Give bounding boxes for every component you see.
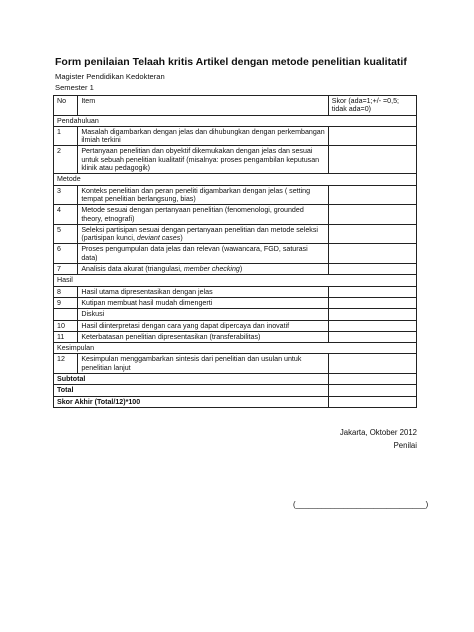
row-item: Proses pengumpulan data jelas dan relevan (wawancara, FGD, saturasi data) (78, 244, 328, 264)
row-number: 3 (54, 185, 78, 205)
score-cell[interactable] (328, 354, 416, 374)
row-item-text: Analisis data akurat (triangulasi, (81, 265, 184, 274)
row-number: 8 (54, 286, 78, 297)
row-number: 12 (54, 354, 78, 374)
row-item: Pertanyaan penelitian dan obyektif dikemukakan dengan jelas dan sesuai untuk sebuah penelitian kualitatif (misalnya: proses pengambilan keputusan klinik atau pedagogik) (78, 146, 328, 174)
row-number: 11 (54, 331, 78, 342)
score-cell[interactable] (328, 297, 416, 308)
score-cell[interactable] (328, 205, 416, 225)
row-item: Hasil diinterpretasi dengan cara yang dapat dipercaya dan inovatif (78, 320, 328, 331)
row-item-text: ) (180, 234, 183, 243)
table-row (54, 354, 417, 374)
assessment-table (53, 95, 417, 408)
section-row (54, 174, 417, 185)
table-row (54, 185, 417, 205)
table-row (54, 205, 417, 225)
section-results: Hasil (54, 275, 417, 286)
score-cell[interactable] (328, 331, 416, 342)
table-row (54, 146, 417, 174)
table-row (54, 126, 417, 146)
program-name: Magister Pendidikan Kedokteran (55, 72, 165, 81)
place-date: Jakarta, Oktober 2012 (339, 428, 417, 437)
semester-label: Semester 1 (55, 83, 94, 92)
score-cell[interactable] (328, 264, 416, 275)
score-cell[interactable] (328, 286, 416, 297)
score-cell[interactable] (328, 244, 416, 264)
subtotal-score-cell[interactable] (328, 374, 416, 385)
section-row (54, 115, 417, 126)
row-item-text: Seleksi partisipan sesuai dengan pertanyaan penelitian dan metode seleksi (partisipan kunci, (81, 225, 318, 243)
table-row (54, 331, 417, 342)
table-row (54, 309, 417, 320)
score-cell[interactable] (328, 146, 416, 174)
row-number: 1 (54, 126, 78, 146)
row-number: 4 (54, 205, 78, 225)
section-conclusion: Kesimpulan (54, 343, 417, 354)
table-row (54, 244, 417, 264)
score-cell[interactable] (328, 224, 416, 244)
row-number (54, 309, 78, 320)
row-item-discussion: Diskusi (78, 309, 328, 320)
row-item: Hasil utama dipresentasikan dengan jelas (78, 286, 328, 297)
assessor-label: Penilai (393, 441, 417, 450)
header-score: Skor (ada=1;+/- =0,5; tidak ada=0) (328, 96, 416, 116)
row-item: Metode sesuai dengan pertanyaan penelitian (fenomenologi, grounded theory, etnografi) (78, 205, 328, 225)
row-item-text: ) (239, 265, 243, 274)
table-row (54, 297, 417, 308)
score-cell[interactable] (328, 185, 416, 205)
score-cell[interactable] (328, 320, 416, 331)
table-row (54, 224, 417, 244)
total-row (54, 385, 417, 396)
score-cell[interactable] (328, 309, 416, 320)
final-score-cell[interactable] (328, 396, 416, 407)
row-number: 7 (54, 264, 78, 275)
table-row (54, 286, 417, 297)
subtotal-label: Subtotal (54, 374, 329, 385)
final-score-label: Skor Akhir (Total/12)*100 (54, 396, 329, 407)
row-item (78, 224, 328, 244)
table-header-row (54, 96, 417, 116)
row-item (78, 264, 328, 275)
section-row (54, 275, 417, 286)
final-score-row (54, 396, 417, 407)
row-number: 10 (54, 320, 78, 331)
row-item: Kesimpulan menggambarkan sintesis dari penelitian dan usulan untuk penelitian lanjut (78, 354, 328, 374)
row-number: 6 (54, 244, 78, 264)
table-row (54, 320, 417, 331)
row-item-italic: deviant cases (136, 234, 181, 243)
row-item-italic: member checking (183, 265, 240, 274)
row-item: Konteks penelitian dan peran peneliti digambarkan dengan jelas ( setting tempat penelitian berlangsung, bias) (78, 185, 328, 205)
section-method: Metode (54, 174, 417, 185)
total-label: Total (54, 385, 329, 396)
section-intro: Pendahuluan (54, 115, 417, 126)
row-item: Masalah digambarkan dengan jelas dan dihubungkan dengan perkembangan ilmiah terkini (78, 126, 328, 146)
row-number: 2 (54, 146, 78, 174)
score-cell[interactable] (328, 126, 416, 146)
row-item: Kutipan membuat hasil mudah dimengerti (78, 297, 328, 308)
table-row (54, 264, 417, 275)
signature-line: (______________________________) (293, 500, 429, 509)
row-item: Keterbatasan penelitian dipresentasikan (transferabilitas) (78, 331, 328, 342)
section-row (54, 343, 417, 354)
total-score-cell[interactable] (328, 385, 416, 396)
header-no: No (54, 96, 78, 116)
row-number: 9 (54, 297, 78, 308)
form-title: Form penilaian Telaah kritis Artikel dengan metode penelitian kualitatif (55, 56, 407, 68)
header-item: Item (78, 96, 328, 116)
row-number: 5 (54, 224, 78, 244)
subtotal-row (54, 374, 417, 385)
